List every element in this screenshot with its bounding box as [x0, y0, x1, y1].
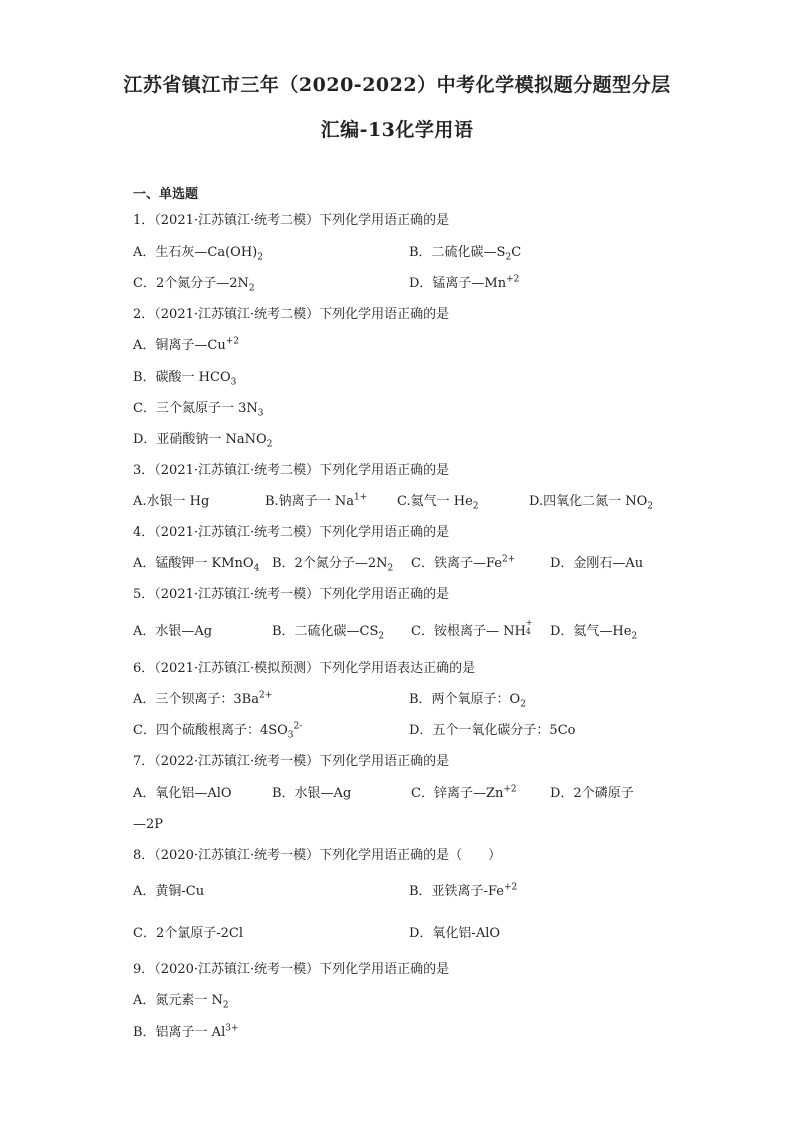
- q5-option-a: A．水银—Ag: [133, 624, 213, 639]
- q8-option-c: C．2个氯原子-2Cl: [133, 926, 243, 941]
- q5-option-c: C．铵根离子— NH + 4: [411, 624, 536, 640]
- q7-option-a: A．氧化铝—AlO: [133, 786, 232, 801]
- q8-option-b: B．亚铁离子$-Fe^{+2}$: [409, 882, 518, 899]
- question-5-stem: 5．（2021·江苏镇江·统考一模）下列化学用语正确的是: [133, 587, 450, 602]
- q4-option-d: D．金刚石—Au: [550, 556, 644, 571]
- q7-option-c: C．锌离子$—Zn^{+2}$: [411, 784, 517, 801]
- question-8-stem: 8．（2020·江苏镇江·统考一模）下列化学用语正确的是（ ）: [133, 848, 502, 863]
- ammonium-charge-stack: + 4: [525, 618, 533, 636]
- question-2-stem: 2．（2021·江苏镇江·统考二模）下列化学用语正确的是: [133, 307, 450, 322]
- q8-option-d: D．氧化铝-AlO: [409, 926, 501, 941]
- q6-option-a: A．三个钡离子：$3Ba^{2+}$: [133, 690, 273, 707]
- q7-option-b: B．水银—Ag: [272, 786, 352, 801]
- q5-option-d: D．氦气$—He_2$: [550, 624, 638, 642]
- q3-option-c: C.氦气一 $He_2$: [397, 494, 479, 512]
- q4-option-c: C．铁离子$—Fe^{2+}$: [411, 554, 516, 571]
- q4-option-a: A．锰酸钾一 KMnO$_4$: [133, 556, 260, 574]
- question-9-stem: 9．（2020·江苏镇江·统考一模）下列化学用语正确的是: [133, 962, 450, 977]
- q1-option-d: D．锰离子$—Mn^{+2}$: [409, 274, 520, 291]
- q2-option-d: D．亚硝酸钠一 NaNO$_2$: [133, 432, 273, 450]
- q7-option-d-continued: —2P: [133, 817, 164, 832]
- document-title-line-2: 汇编-13化学用语: [320, 119, 474, 141]
- question-3-stem: 3．（2021·江苏镇江·统考二模）下列化学用语正确的是: [133, 463, 450, 478]
- q1-option-b: B．二硫化碳$—S_2C$: [409, 245, 522, 263]
- question-7-stem: 7．（2022·江苏镇江·统考一模）下列化学用语正确的是: [133, 754, 450, 769]
- q4-option-b: B．2个氮分子$—2N_2$: [272, 556, 394, 574]
- question-1-stem: 1．（2021·江苏镇江·统考二模）下列化学用语正确的是: [133, 213, 450, 228]
- question-6-stem: 6．（2021·江苏镇江·模拟预测）下列化学用语表达正确的是: [133, 661, 476, 676]
- q9-option-a: A．氮元素一 $N_2$: [133, 993, 229, 1011]
- document-title-line-1: 江苏省镇江市三年（2020-2022）中考化学模拟题分题型分层: [123, 74, 671, 96]
- q5-option-b: B．二硫化碳$—CS_2$: [272, 624, 385, 642]
- q6-option-c: C．四个硫酸根离子：$4SO_3^{2-}$: [133, 721, 303, 741]
- q7-option-d: D．2个磷原子: [550, 786, 634, 801]
- q9-option-b: B．铝离子一 $Al^{3+}$: [133, 1023, 239, 1040]
- q6-option-b: B．两个氧原子：$O_2$: [409, 692, 526, 710]
- q1-option-c: C．2个氮分子$—2N_2$: [133, 276, 255, 294]
- q3-option-d: D.四氧化二氮一 $NO_2$: [529, 494, 653, 512]
- q8-option-a: A．黄铜-Cu: [133, 884, 205, 899]
- question-4-stem: 4．（2021·江苏镇江·统考二模）下列化学用语正确的是: [133, 525, 450, 540]
- q2-option-a: A．铜离子$—Cu^{+2}$: [133, 336, 239, 353]
- q3-option-b: B.钠离子一 $Na^{1+}$: [265, 492, 368, 509]
- section-heading: 一、单选题: [133, 187, 199, 202]
- q2-option-c: C．三个氮原子一 $3N_3$: [133, 401, 264, 419]
- q2-option-b: B．碳酸一 $HCO_3$: [133, 370, 237, 388]
- q1-option-a: A．生石灰$—Ca(OH)_2$: [133, 245, 263, 263]
- q6-option-d: D．五个一氧化碳分子：5Co: [409, 723, 576, 738]
- q3-option-a: A.水银一 Hg: [133, 494, 210, 509]
